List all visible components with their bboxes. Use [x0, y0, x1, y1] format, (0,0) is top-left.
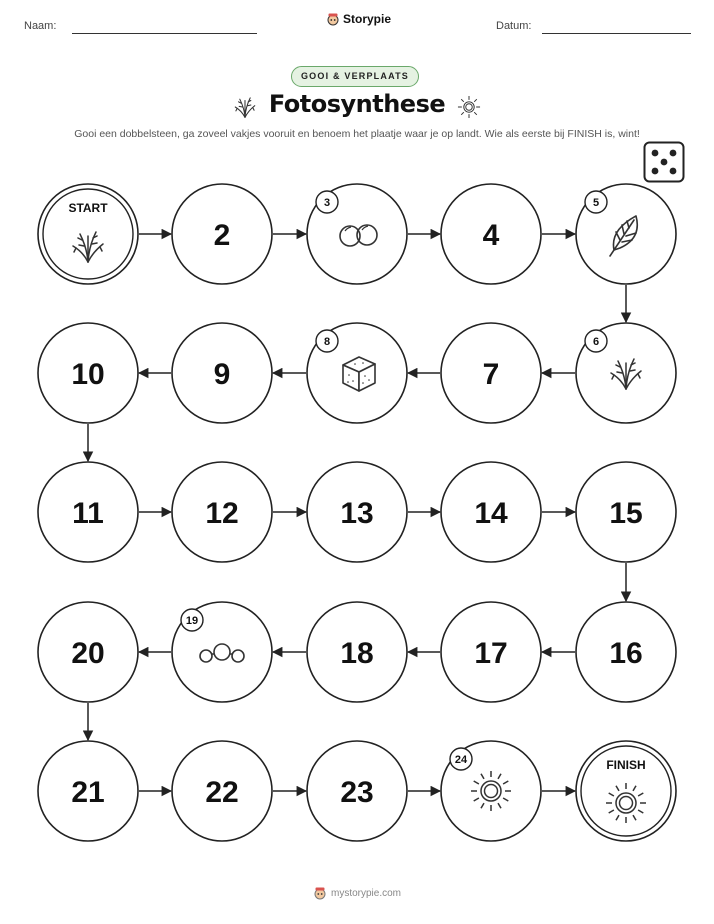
space-number: 2 [213, 219, 231, 252]
space-number: 20 [71, 637, 105, 670]
board-space[interactable] [576, 602, 676, 702]
space-number: 13 [340, 497, 374, 530]
space-number: 9 [213, 358, 231, 391]
board-space[interactable] [576, 462, 676, 562]
space-number: 16 [609, 637, 643, 670]
board-space[interactable] [172, 602, 272, 702]
board-space[interactable] [172, 462, 272, 562]
board-space[interactable] [441, 184, 541, 284]
space-number: 3 [323, 197, 331, 209]
board-space[interactable] [307, 741, 407, 841]
board-space[interactable] [307, 184, 407, 284]
board-space[interactable] [441, 741, 541, 841]
finish-space[interactable] [576, 741, 676, 841]
board-space[interactable] [38, 741, 138, 841]
board-space[interactable] [307, 602, 407, 702]
board-space[interactable] [576, 323, 676, 423]
board-space[interactable] [441, 323, 541, 423]
space-number: 14 [474, 497, 508, 530]
board-space[interactable] [38, 602, 138, 702]
sugar-cube-icon [343, 357, 375, 391]
space-number: 7 [482, 358, 500, 391]
space-label: FINISH [606, 758, 646, 772]
footer-url: mystorypie.com [330, 887, 401, 899]
space-number: 21 [71, 776, 105, 809]
board-space[interactable] [576, 184, 676, 284]
board-space[interactable] [172, 741, 272, 841]
board-space[interactable] [172, 323, 272, 423]
space-number: 24 [454, 754, 468, 766]
space-number: 15 [609, 497, 643, 530]
space-number: 19 [185, 615, 199, 627]
space-number: 11 [72, 497, 104, 530]
board-space[interactable] [38, 323, 138, 423]
board-space[interactable] [307, 323, 407, 423]
space-number: 22 [205, 776, 239, 809]
space-number: 6 [592, 336, 600, 348]
page-title: Fotosynthese [268, 90, 446, 118]
space-number: 4 [482, 219, 500, 252]
date-label: Datum: [496, 20, 532, 32]
space-number: 23 [340, 776, 374, 809]
board-space[interactable] [441, 602, 541, 702]
board-space[interactable] [307, 462, 407, 562]
start-space[interactable] [38, 184, 138, 284]
brand-name: Storypie [343, 12, 392, 26]
space-number: 18 [340, 637, 374, 670]
space-number: 8 [323, 336, 331, 348]
activity-badge: GOOI & VERPLAATS [291, 66, 419, 87]
board-space[interactable] [172, 184, 272, 284]
name-label: Naam: [24, 20, 57, 32]
space-number: 17 [474, 637, 508, 670]
footer [0, 886, 714, 900]
space-number: 5 [592, 197, 600, 209]
board-space[interactable] [441, 462, 541, 562]
board-space[interactable] [38, 462, 138, 562]
space-number: 10 [71, 358, 105, 391]
instructions: Gooi een dobbelsteen, ga zoveel vakjes vooruit en benoem het plaatje waar je op landt. Wie als eerste bij FINISH is, wint! [74, 128, 640, 140]
space-number: 12 [205, 497, 239, 530]
storypie-mascot-icon [313, 886, 327, 900]
space-label: START [68, 201, 108, 215]
